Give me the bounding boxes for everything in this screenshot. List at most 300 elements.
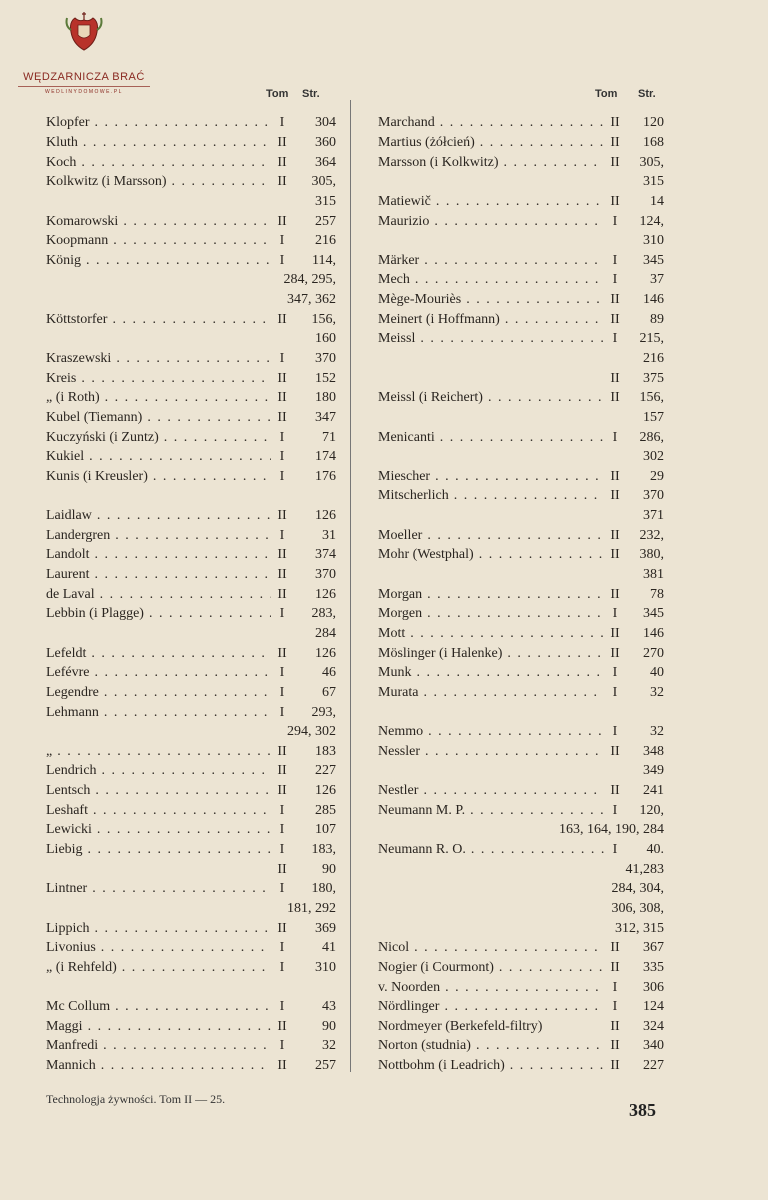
entry-name: Murata . . . xyxy=(378,685,604,701)
entry-volume: II xyxy=(610,154,620,170)
entry-page: 174 xyxy=(315,449,336,465)
entry-page: 270 xyxy=(643,645,664,661)
index-entry xyxy=(378,860,664,880)
logo-divider xyxy=(18,86,150,87)
index-entry xyxy=(46,290,336,310)
page-continuation: 181, 292 xyxy=(287,900,336,916)
entry-page: 324 xyxy=(643,1018,664,1034)
entry-page: 89 xyxy=(650,311,664,327)
page-continuation: 315 xyxy=(315,193,336,209)
entry-name: Menicanti . . . xyxy=(378,430,604,446)
index-entry xyxy=(46,997,336,1017)
index-entry xyxy=(378,388,664,408)
page-continuation: 315 xyxy=(643,174,664,190)
entry-volume: II xyxy=(277,311,287,327)
index-entry xyxy=(378,899,664,919)
entry-name: Norton (studnia) . . . xyxy=(378,1038,604,1054)
index-entry xyxy=(46,408,336,428)
entry-page: 176 xyxy=(315,468,336,484)
index-entry xyxy=(378,428,664,448)
entry-volume: II xyxy=(277,645,287,661)
entry-page: 156, xyxy=(311,311,336,327)
index-entry xyxy=(46,526,336,546)
publisher-logo xyxy=(14,8,154,95)
index-entry xyxy=(46,899,336,919)
entry-name: Lebbin (i Plagge) . . . xyxy=(46,606,271,622)
entry-name: Kolkwitz (i Marsson) . . . xyxy=(46,174,271,190)
entry-page: 285 xyxy=(315,802,336,818)
index-entry xyxy=(46,585,336,605)
logo-website: WEDLINYDOMOWE.PL xyxy=(45,89,123,95)
entry-volume: II xyxy=(610,311,620,327)
index-entry xyxy=(46,231,336,251)
entry-volume: I xyxy=(279,1038,285,1054)
entry-page: 340 xyxy=(643,1038,664,1054)
entry-volume: I xyxy=(612,724,618,740)
index-entry xyxy=(378,212,664,232)
entry-name: Mitscherlich . . . xyxy=(378,488,604,504)
entry-page: 257 xyxy=(315,213,336,229)
entry-volume: I xyxy=(612,606,618,622)
entry-volume: II xyxy=(610,527,620,543)
entry-page: 380, xyxy=(639,547,664,563)
entry-name: Marchand . . . xyxy=(378,115,604,131)
page-continuation: 310 xyxy=(643,233,664,249)
index-entry xyxy=(378,938,664,958)
entry-volume: I xyxy=(612,272,618,288)
index-entry xyxy=(46,349,336,369)
index-entry xyxy=(46,958,336,978)
page-continuation: 284 xyxy=(315,625,336,641)
entry-page: 152 xyxy=(315,370,336,386)
entry-name: Munk . . . xyxy=(378,665,604,681)
index-entry xyxy=(378,840,664,860)
entry-name: Klopfer . . . xyxy=(46,115,271,131)
index-entry xyxy=(46,663,336,683)
entry-name: Legendre . . . xyxy=(46,685,271,701)
entry-name: Köttstorfer . . . xyxy=(46,312,271,328)
entry-name: Nogier (i Courmont) . . . xyxy=(378,960,604,976)
entry-volume: II xyxy=(610,959,620,975)
index-entry xyxy=(46,722,336,742)
index-entry xyxy=(378,349,664,369)
index-entry xyxy=(46,133,336,153)
index-entry xyxy=(378,585,664,605)
footer-signature: Technologja żywności. Tom II — 25. xyxy=(46,1092,226,1106)
index-entry xyxy=(46,938,336,958)
entry-volume: II xyxy=(277,547,287,563)
entry-volume: II xyxy=(277,1018,287,1034)
entry-page: 124, xyxy=(639,213,664,229)
entry-page: 227 xyxy=(315,763,336,779)
index-entry xyxy=(378,663,664,683)
entry-page: 146 xyxy=(643,292,664,308)
entry-page: 90 xyxy=(322,861,336,877)
entry-volume: II xyxy=(610,468,620,484)
entry-name: Koch . . . xyxy=(46,155,271,171)
index-entry xyxy=(46,781,336,801)
entry-name: Kreis . . . xyxy=(46,371,271,387)
entry-name: König . . . xyxy=(46,253,271,269)
entry-volume: II xyxy=(277,409,287,425)
entry-name: Martius (żółcień) . . . xyxy=(378,135,604,151)
index-entry xyxy=(378,801,664,821)
entry-volume: II xyxy=(610,1018,620,1034)
index-entry xyxy=(378,192,664,212)
left-page-header: Str. xyxy=(302,88,320,100)
entry-name: Nessler . . . xyxy=(378,744,604,760)
entry-name: Liebig . . . xyxy=(46,842,271,858)
index-entry xyxy=(46,251,336,271)
index-entry xyxy=(46,644,336,664)
entry-volume: I xyxy=(279,842,285,858)
index-entry xyxy=(378,408,664,428)
index-entry xyxy=(378,546,664,566)
entry-name: Landolt . . . xyxy=(46,547,271,563)
entry-page: 183, xyxy=(311,842,336,858)
index-entry xyxy=(378,919,664,939)
entry-volume: I xyxy=(612,979,618,995)
entry-name: Livonius . . . xyxy=(46,940,271,956)
index-entry xyxy=(46,310,336,330)
entry-volume: II xyxy=(610,1038,620,1054)
entry-name: Lehmann . . . xyxy=(46,705,271,721)
entry-page: 216 xyxy=(315,233,336,249)
index-entry xyxy=(46,1037,336,1057)
index-entry xyxy=(46,172,336,192)
entry-page: 29 xyxy=(650,468,664,484)
entry-page: 370 xyxy=(315,351,336,366)
index-entry xyxy=(378,879,664,899)
index-entry xyxy=(378,290,664,310)
entry-name: Nottbohm (i Leadrich) . . . xyxy=(378,1058,604,1074)
entry-name: Lintner . . . xyxy=(46,881,271,897)
entry-name: de Laval . . . xyxy=(46,587,271,603)
index-entry xyxy=(378,958,664,978)
index-entry xyxy=(46,1017,336,1037)
entry-volume: II xyxy=(610,743,620,759)
entry-volume: I xyxy=(279,959,285,975)
index-entry xyxy=(378,703,664,723)
entry-volume: I xyxy=(612,252,618,268)
entry-name: Lefévre . . . xyxy=(46,665,271,681)
index-entry xyxy=(378,447,664,467)
entry-page: 364 xyxy=(315,154,336,170)
index-entry xyxy=(46,467,336,487)
index-entry xyxy=(378,487,664,507)
right-page-header: Str. xyxy=(638,88,656,100)
index-entry xyxy=(46,330,336,350)
entry-page: 41 xyxy=(322,940,336,956)
entry-page: 306 xyxy=(643,979,664,995)
index-entry xyxy=(378,114,664,134)
index-entry xyxy=(46,919,336,939)
entry-volume: I xyxy=(279,665,285,681)
entry-page: 156, xyxy=(639,390,664,406)
entry-volume: II xyxy=(610,370,620,386)
entry-volume: I xyxy=(279,704,285,720)
entry-page: 120, xyxy=(639,802,664,818)
entry-name: Lendrich . . . xyxy=(46,763,271,779)
entry-volume: I xyxy=(279,684,285,700)
page-continuation: 302 xyxy=(643,449,664,465)
entry-name: Lefeldt . . . xyxy=(46,646,271,662)
entry-name: Kubel (Tiemann) . . . xyxy=(46,410,271,426)
index-entry xyxy=(378,565,664,585)
entry-page: 360 xyxy=(315,134,336,150)
index-entry xyxy=(46,1056,336,1076)
entry-page: 40. xyxy=(646,842,664,858)
page-continuation: 306, 308, xyxy=(611,900,664,916)
index-entry xyxy=(46,624,336,644)
index-entry xyxy=(378,742,664,762)
entry-name: Mech . . . xyxy=(378,272,604,288)
entry-name: v. Noorden . . . xyxy=(378,980,604,996)
index-entry xyxy=(378,310,664,330)
entry-volume: II xyxy=(277,134,287,150)
entry-volume: I xyxy=(279,802,285,818)
entry-name: Landergren . . . xyxy=(46,528,271,544)
entry-page: 347 xyxy=(315,409,336,425)
index-entry xyxy=(378,605,664,625)
index-entry xyxy=(378,330,664,350)
entry-name: Moeller . . . xyxy=(378,528,604,544)
entry-page: 183 xyxy=(315,743,336,759)
entry-volume: I xyxy=(612,665,618,681)
index-entry xyxy=(46,388,336,408)
entry-page: 215, xyxy=(639,331,664,347)
entry-page: 367 xyxy=(643,940,664,956)
entry-volume: I xyxy=(612,842,618,858)
entry-volume: II xyxy=(277,508,287,524)
entry-page: 375 xyxy=(643,370,664,386)
entry-page: 126 xyxy=(315,645,336,661)
index-entry xyxy=(46,801,336,821)
entry-name: Laurent . . . xyxy=(46,567,271,583)
entry-volume: I xyxy=(279,233,285,249)
entry-name: Nestler . . . xyxy=(378,783,604,799)
entry-volume: I xyxy=(279,351,285,366)
entry-volume: I xyxy=(279,606,285,622)
entry-name: Lentsch . . . xyxy=(46,783,271,799)
entry-volume: II xyxy=(610,390,620,406)
entry-page: 37 xyxy=(650,272,664,288)
index-entry xyxy=(378,133,664,153)
entry-volume: II xyxy=(610,783,620,799)
entry-page: 114, xyxy=(312,252,336,268)
entry-page: 348 xyxy=(643,743,664,759)
page-continuation: 371 xyxy=(643,508,664,524)
entry-volume: II xyxy=(277,390,287,406)
entry-page: 283, xyxy=(311,606,336,622)
entry-page: 126 xyxy=(315,783,336,799)
entry-name: Manfredi . . . xyxy=(46,1038,271,1054)
index-entry xyxy=(378,644,664,664)
entry-volume: I xyxy=(612,331,618,347)
entry-name: Neumann R. O. . . . xyxy=(378,842,604,858)
entry-name: Kuczyński (i Zuntz) . . . xyxy=(46,430,271,446)
entry-name: Lippich . . . xyxy=(46,921,271,937)
entry-page: 90 xyxy=(322,1018,336,1034)
index-entry xyxy=(378,997,664,1017)
entry-name: Marsson (i Kolkwitz) . . . xyxy=(378,155,604,171)
entry-page: 78 xyxy=(650,586,664,602)
entry-page: 345 xyxy=(643,252,664,268)
entry-volume: I xyxy=(612,213,618,229)
entry-volume: II xyxy=(610,940,620,956)
right-volume-header: Tom xyxy=(595,88,618,100)
entry-name: Mannich . . . xyxy=(46,1058,271,1074)
index-entry xyxy=(46,565,336,585)
page-continuation: 294, 302 xyxy=(287,724,336,740)
entry-name: Komarowski . . . xyxy=(46,214,271,230)
index-entry xyxy=(378,506,664,526)
entry-volume: II xyxy=(277,586,287,602)
entry-page: 67 xyxy=(322,684,336,700)
index-entry xyxy=(46,212,336,232)
entry-page: 227 xyxy=(643,1058,664,1074)
entry-volume: II xyxy=(277,920,287,936)
page-continuation: 381 xyxy=(643,567,664,583)
entry-name: Meissl (i Reichert) . . . xyxy=(378,390,604,406)
index-entry xyxy=(46,978,336,998)
entry-volume: I xyxy=(279,822,285,838)
entry-page: 304 xyxy=(315,115,336,131)
page-continuation: 41,283 xyxy=(625,861,664,877)
entry-name: Koopmann . . . xyxy=(46,233,271,249)
index-entry xyxy=(46,821,336,841)
entry-page: 126 xyxy=(315,508,336,524)
entry-volume: II xyxy=(277,861,287,877)
entry-page: 40 xyxy=(650,665,664,681)
entry-volume: II xyxy=(277,174,287,190)
page-number: 385 xyxy=(629,1100,656,1120)
index-column-left xyxy=(46,114,336,1076)
entry-name: Morgan . . . xyxy=(378,587,604,603)
entry-name: Nemmo . . . xyxy=(378,724,604,740)
entry-name: Kukiel . . . xyxy=(46,449,271,465)
entry-page: 369 xyxy=(315,920,336,936)
page-continuation: 284, 304, xyxy=(611,881,664,897)
index-entry xyxy=(378,683,664,703)
entry-page: 232, xyxy=(639,527,664,543)
index-entry xyxy=(46,605,336,625)
entry-name: Kraszewski . . . xyxy=(46,351,271,367)
index-entry xyxy=(46,271,336,291)
index-entry xyxy=(378,467,664,487)
entry-name: Laidlaw . . . xyxy=(46,508,271,524)
index-entry xyxy=(46,546,336,566)
entry-volume: II xyxy=(610,547,620,563)
entry-volume: I xyxy=(279,449,285,465)
entry-name: „ (i Roth) . . . xyxy=(46,390,271,406)
index-entry xyxy=(378,1056,664,1076)
entry-volume: II xyxy=(610,292,620,308)
index-entry xyxy=(378,251,664,271)
index-entry xyxy=(378,762,664,782)
page-continuation: 160 xyxy=(315,331,336,347)
index-entry xyxy=(46,683,336,703)
entry-page: 305, xyxy=(311,174,336,190)
entry-volume: I xyxy=(612,684,618,700)
entry-name: Leshaft . . . xyxy=(46,803,271,819)
entry-name: Nordmeyer (Berkefeld-filtry) xyxy=(378,1018,543,1034)
entry-volume: II xyxy=(277,743,287,759)
entry-name: Nicol . . . xyxy=(378,940,604,956)
index-entry xyxy=(378,172,664,192)
entry-page: 168 xyxy=(643,134,664,150)
entry-page: 32 xyxy=(650,724,664,740)
index-entry xyxy=(46,506,336,526)
entry-name: Kunis (i Kreusler) . . . xyxy=(46,469,271,485)
entry-volume: II xyxy=(610,586,620,602)
coat-of-arms-icon xyxy=(63,8,105,54)
entry-page: 43 xyxy=(322,999,336,1015)
entry-page: 120 xyxy=(643,115,664,131)
entry-name: Morgen . . . xyxy=(378,606,604,622)
entry-name: Märker . . . xyxy=(378,253,604,269)
entry-volume: I xyxy=(279,429,285,445)
index-entry xyxy=(378,231,664,251)
page-continuation: 349 xyxy=(643,763,664,779)
entry-page: 32 xyxy=(322,1038,336,1054)
entry-volume: I xyxy=(279,527,285,543)
entry-volume: II xyxy=(610,193,620,209)
index-entry xyxy=(46,192,336,212)
entry-page: 374 xyxy=(315,547,336,563)
entry-page: 31 xyxy=(322,527,336,543)
entry-volume: I xyxy=(279,468,285,484)
page-continuation: 312, 315 xyxy=(615,920,664,936)
entry-volume: I xyxy=(279,999,285,1015)
index-entry xyxy=(378,781,664,801)
entry-volume: II xyxy=(277,1058,287,1074)
entry-volume: I xyxy=(612,999,618,1015)
entry-page: 107 xyxy=(315,822,336,838)
page-continuation: 157 xyxy=(643,409,664,425)
entry-name: Lewicki . . . xyxy=(46,822,271,838)
entry-page: 293, xyxy=(311,704,336,720)
entry-page: 124 xyxy=(643,999,664,1015)
entry-page: 46 xyxy=(322,665,336,681)
page-continuation: 284, 295, xyxy=(283,272,336,288)
entry-page: 310 xyxy=(315,959,336,975)
entry-volume: II xyxy=(277,154,287,170)
entry-page: 71 xyxy=(322,429,336,445)
index-entry xyxy=(46,703,336,723)
entry-page: 335 xyxy=(643,959,664,975)
entry-page: 14 xyxy=(650,193,664,209)
entry-name: Meinert (i Hoffmann) . . . xyxy=(378,312,604,328)
entry-name: „ (i Rehfeld) . . . xyxy=(46,960,271,976)
entry-volume: I xyxy=(279,940,285,956)
index-entry xyxy=(46,762,336,782)
entry-name: Mott . . . xyxy=(378,626,604,642)
entry-volume: I xyxy=(612,429,618,445)
entry-volume: II xyxy=(277,213,287,229)
entry-name: Maurizio . . . xyxy=(378,214,604,230)
entry-volume: I xyxy=(279,115,285,131)
entry-volume: II xyxy=(610,134,620,150)
index-entry xyxy=(46,428,336,448)
entry-name: Kluth . . . xyxy=(46,135,271,151)
index-entry xyxy=(46,369,336,389)
index-entry xyxy=(46,742,336,762)
entry-name: Miescher . . . xyxy=(378,469,604,485)
page-continuation: 347, 362 xyxy=(287,292,336,308)
index-entry xyxy=(46,840,336,860)
entry-name: Möslinger (i Halenke) . . . xyxy=(378,646,604,662)
